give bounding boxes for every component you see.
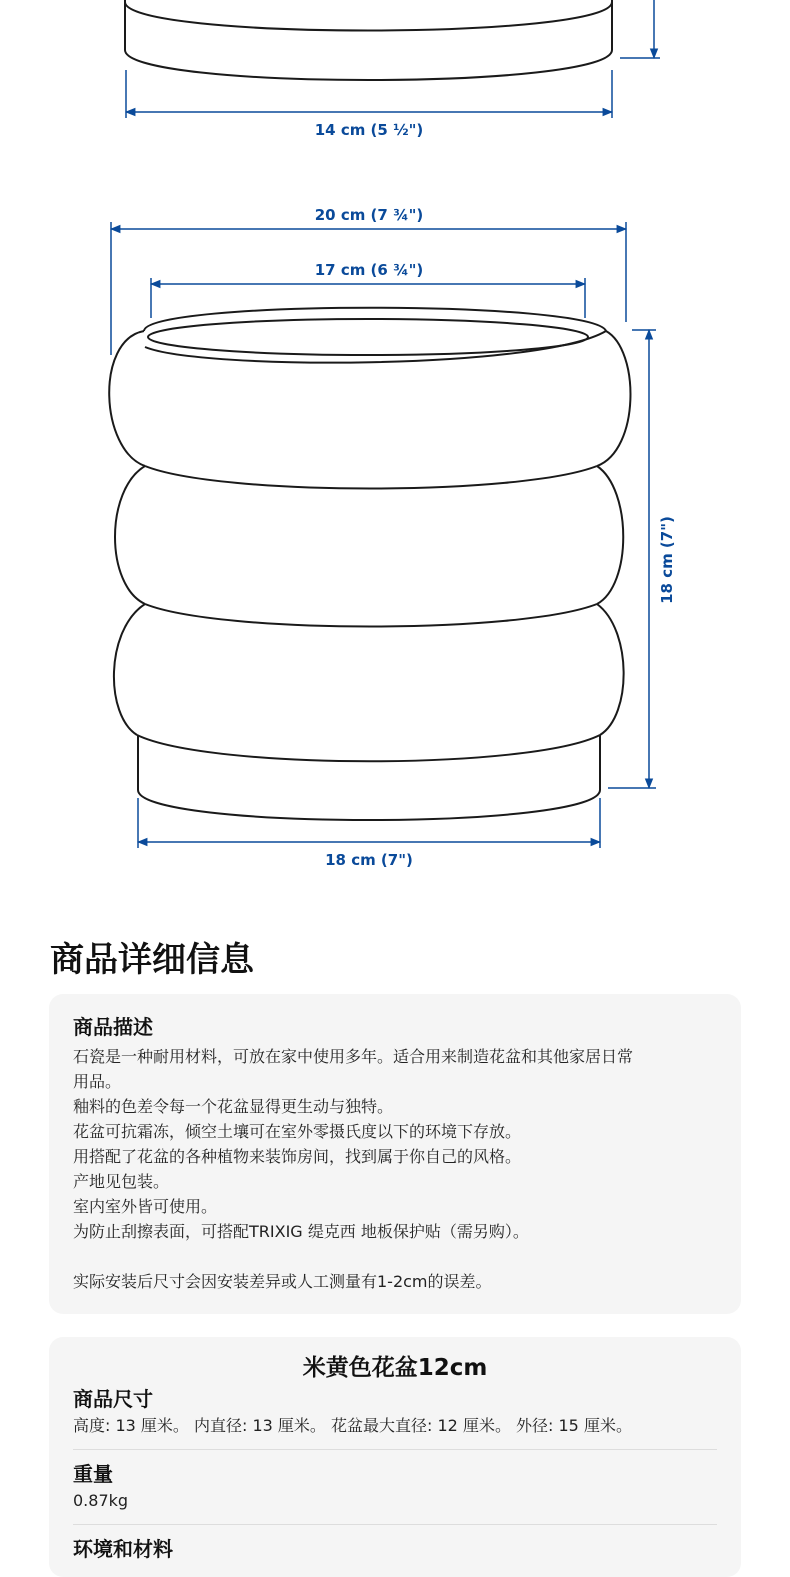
description-line: 用品。 [73,1072,122,1091]
specs-title: 米黄色花盆12cm [302,1355,488,1381]
description-line: 用搭配了花盆的各种植物来装饰房间，找到属于你自己的风格。 [73,1147,522,1166]
top-pot-height-dimension [620,0,660,58]
base-width-label: 18 cm (7") [325,851,413,869]
top-pot-width-dimension [126,70,612,118]
description-line: 石瓷是一种耐用材料，可放在家中使用多年。适合用来制造花盆和其他家居日常 [73,1047,634,1066]
outer-width-dimension [111,222,626,355]
description-line: 室内室外皆可使用。 [73,1197,218,1216]
pot-outline [109,308,630,820]
description-blank-line [73,1244,717,1269]
section-title: 商品详细信息 [50,940,254,980]
base-width-dimension [138,798,600,848]
description-line: 实际安装后尺寸会因安装差异或人工测量有1-2cm的误差。 [73,1272,492,1291]
description-line: 产地见包装。 [73,1172,170,1191]
height-label: 18 cm (7") [658,516,676,604]
inner-width-label: 17 cm (6 ¾") [314,261,424,279]
size-value: 高度: 13 厘米。 内直径: 13 厘米。 花盆最大直径: 12 厘米。 外径: 15 厘米。 [73,1416,632,1435]
specs-card [49,1337,741,1577]
divider [73,1524,717,1525]
description-heading: 商品描述 [73,1015,153,1039]
top-pot-outline [125,0,612,80]
description-line: 为防止刮擦表面，可搭配TRIXIG 缇克西 地板保护贴（需另购）。 [73,1222,529,1241]
description-card [49,994,741,1314]
outer-width-label: 20 cm (7 ¾") [314,206,424,224]
weight-value: 0.87kg [73,1491,129,1510]
description-line: 花盆可抗霜冻，倾空土壤可在室外零摄氏度以下的环境下存放。 [73,1122,522,1141]
height-dimension [608,330,656,788]
environment-label: 环境和材料 [73,1537,173,1561]
divider [73,1449,717,1450]
weight-label: 重量 [73,1462,113,1486]
size-label: 商品尺寸 [73,1387,153,1411]
description-line: 釉料的色差令每一个花盆显得更生动与独特。 [73,1097,394,1116]
top-pot-width-label: 14 cm (5 ½") [314,121,424,139]
